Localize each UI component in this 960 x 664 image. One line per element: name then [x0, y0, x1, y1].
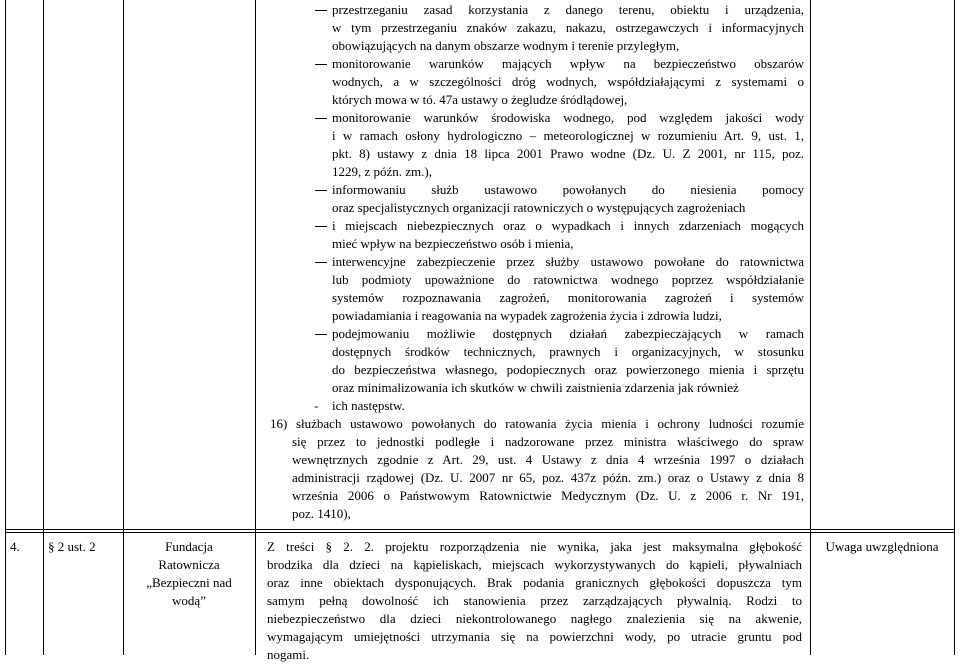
author-line: Fundacja: [165, 539, 213, 554]
comment-line: samym pełną dowolność ich stanowienia przez zarządzających pływalnią. Rodzi to: [267, 593, 802, 608]
text-line: 1229, z późn. zm.),: [332, 164, 433, 179]
text-line: powiadamiania i reagowania na wypadek zagrożenia życia i zdrowia ludzi,: [332, 308, 722, 323]
text-line: podejmowaniu możliwie dostępnych działań zabezpieczających w ramach: [332, 326, 804, 341]
text-line: wewnętrznych zgodnie z Art. 29, ust. 4 Ustawy z dnia 4 września 1997 o działach: [292, 452, 804, 467]
text-line: września 2006 o Państwowym Ratownictwie Medycznym (Dz. U. z 2006 r. Nr 191,: [292, 488, 804, 503]
text-line: informowaniu służb ustawowo powołanych do niesienia pomocy: [332, 182, 804, 197]
row-divider: [5, 529, 955, 530]
row-number: 4.: [10, 539, 20, 554]
row-divider: [5, 532, 955, 533]
text-line: poz. 1410),: [292, 506, 351, 521]
table-border-left: [5, 0, 6, 655]
column-divider: [255, 0, 256, 655]
definition-16: 16) służbach ustawowo powołanych do ratowania życia mienia i ochrony ludności rozumie: [270, 416, 804, 431]
table-border-right: [954, 0, 955, 655]
text-line: pkt. 8) ustawy z dnia 18 lipca 2001 Prawo wodne (Dz. U. Z 2001, nr 115, poz.: [332, 146, 804, 161]
text-line: i w ramach osłony hydrologiczno – meteorologicznej w rozumieniu Art. 9, ust. 1,: [332, 128, 804, 143]
text-line: dostępnych środków technicznych, prawnych i organizacyjnych, w stosunku: [332, 344, 804, 359]
text-line: lub podmioty upoważnione do ratownictwa wodnego poprzez współdziałanie: [332, 272, 804, 287]
comment-line: niebezpieczeństwo dla dzieci niekontrolowanego nagłego znalezienia się na akwenie,: [267, 611, 802, 626]
text-line: administracji rządowej (Dz. U. 2007 nr 65, poz. 437z późn. zm.) oraz o Ustawy z dnia 8: [292, 470, 804, 485]
definition-17-cell: [270, 0, 806, 528]
text-line: wodnych, a w szczególności dróg wodnych, współdziałającymi z systemami o: [332, 74, 804, 89]
author-line: wodą”: [172, 593, 206, 608]
response-status: Uwaga uwzględniona: [825, 539, 939, 554]
provision-ref: § 2 ust. 2: [48, 539, 96, 554]
author-line: „Bezpieczni nad: [146, 575, 232, 590]
comment-line: nogami.: [267, 647, 310, 662]
text-line: oraz minimalizowania ich skutków w chwili zaistnienia zdarzenia jak również: [332, 380, 739, 395]
comment-line: wymagającym umiejętności utrzymania się na powierzchni wody, po utracie gruntu pod: [267, 629, 802, 644]
comment-line: Z treści § 2. 2. projektu rozporządzenia nie wynika, jaka jest maksymalna głębokość: [267, 539, 802, 554]
author-line: Ratownicza: [158, 557, 220, 572]
text-line: interwencyjne zabezpieczenie przez służby ustawowo powołane do ratownictwa: [332, 254, 804, 269]
text-line: do bezpieczeństwa własnego, podopiecznych oraz powierzonego mienia i sprzętu: [332, 362, 804, 377]
text-line: w tym przestrzeganiu znaków zakazu, nakazu, ostrzegawczych i informacyjnych: [332, 20, 804, 35]
text-line: przestrzeganiu zasad korzystania z danego terenu, obiektu i urządzenia,: [332, 2, 804, 17]
text-line: których mowa w tó. 47a ustawy o żegludze śródlądowej,: [332, 92, 628, 107]
comment-line: brodzika dla dzieci na kąpieliskach, miejscach wykorzystywanych do kąpieli, pływalniach: [267, 557, 802, 572]
text-line: systemów rozpoznawania zagrożeń, monitorowania zagrożeń i systemów: [332, 290, 804, 305]
comment-line: oraz inne obiektach dysponujących. Brak podania granicznych głębokości dopuszcza tym: [267, 575, 802, 590]
text-line: mieć wpływ na bezpieczeństwo osób i mienia,: [332, 236, 574, 251]
text-line: się przez to jednostki podległe i nadzorowane przez ministra właściwego do spraw: [292, 434, 804, 449]
column-divider: [43, 0, 44, 655]
text-line: ich następstw.: [332, 398, 405, 413]
text-line: obowiązujących na danym obszarze wodnym i terenie przyległym,: [332, 38, 680, 53]
text-line: monitorowanie warunków mających wpływ na bezpieczeństwo obszarów: [332, 56, 804, 71]
text-line: oraz specjalistycznych organizacji ratowniczych o występujących zagrożeniach: [332, 200, 746, 215]
column-divider: [810, 0, 811, 655]
text-line: i miejscach niebezpiecznych oraz o wypadkach i innych zdarzeniach mogących: [332, 218, 804, 233]
bullet-marker: -: [314, 398, 319, 413]
text-line: monitorowanie warunków środowiska wodnego, pod względem jakości wody: [332, 110, 804, 125]
